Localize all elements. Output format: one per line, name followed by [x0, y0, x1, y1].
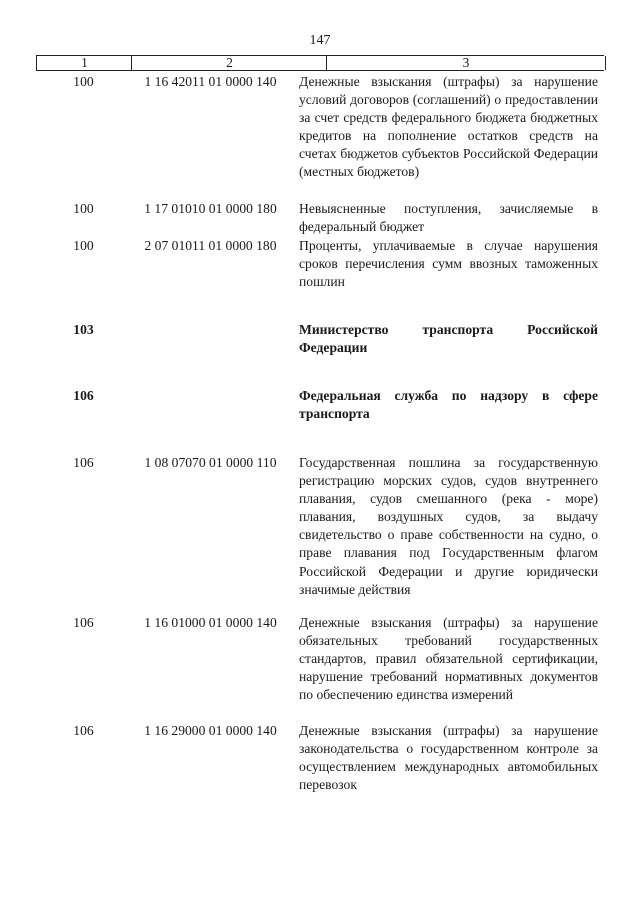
header-col-3: 3 — [326, 56, 606, 70]
admin-code: 106 — [73, 615, 94, 630]
header-col-1: 1 — [36, 56, 132, 70]
admin-code: 106 — [73, 723, 94, 738]
header-col-2: 2 — [131, 56, 327, 70]
ministry-code: 103 — [73, 322, 94, 337]
income-description: Денежные взыскания (штрафы) за нарушение обязательных требований государственных стандартов, правил обязательной сертификации, нарушение требований нормативных документов по обеспечению единства измерений — [299, 615, 598, 703]
income-description: Проценты, уплачиваемые в случае нарушения сроков перечисления сумм ввозных таможенных пошлин — [299, 238, 598, 290]
income-description: Денежные взыскания (штрафы) за нарушение законодательства о государственном контроле за осуществлением международных автомобильных перевозок — [299, 723, 598, 793]
kbk-code: 1 16 29000 01 0000 140 — [144, 723, 277, 738]
income-description: Денежные взыскания (штрафы) за нарушение условий договоров (соглашений) о предоставлении за счет средств федерального бюджета бюджетных кредитов на пополнение остатков средств на счетах бюджетов субъектов Российской Федерации (местных бюджетов) — [299, 74, 598, 180]
page-number: 147 — [309, 33, 331, 48]
income-description: Невыясненные поступления, зачисляемые в федеральный бюджет — [299, 201, 598, 235]
kbk-code: 1 08 07070 01 0000 110 — [144, 455, 277, 470]
income-description: Государственная пошлина за государственную регистрацию морских судов, судов внутреннего плавания, судов смешанного (река - море) плавания, воздушных судов, за выдачу свидетельство о праве собственности на судно, о праве плавания под Государственным флагом Российской Федерации и другие юридически значимые действия — [299, 455, 598, 597]
table-header — [36, 55, 604, 71]
admin-code: 100 — [73, 201, 94, 216]
kbk-code: 1 16 01000 01 0000 140 — [144, 615, 277, 630]
admin-code: 100 — [73, 238, 94, 253]
kbk-code: 2 07 01011 01 0000 180 — [144, 238, 277, 253]
admin-code: 106 — [73, 455, 94, 470]
kbk-code: 1 17 01010 01 0000 180 — [144, 201, 277, 216]
admin-code: 100 — [73, 74, 94, 89]
kbk-code: 1 16 42011 01 0000 140 — [144, 74, 277, 89]
ministry-name: Министерство транспорта Российской Федерации — [299, 322, 598, 356]
service-name: Федеральная служба по надзору в сфере транспорта — [299, 388, 598, 422]
service-code: 106 — [73, 388, 94, 403]
